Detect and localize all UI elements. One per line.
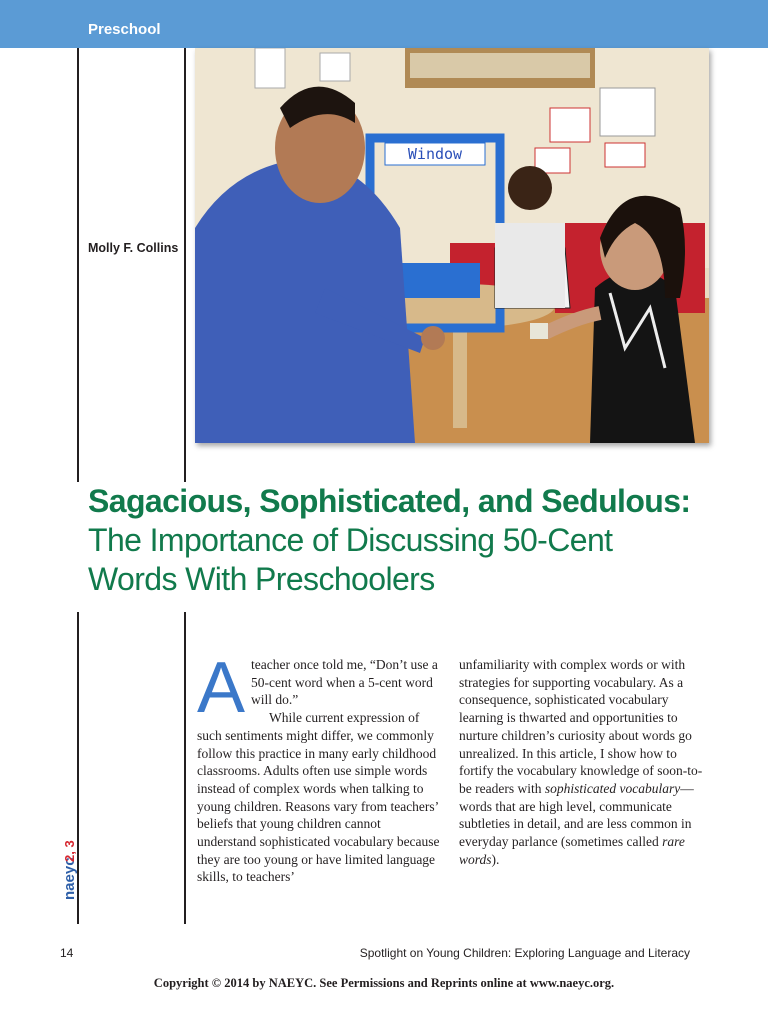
- term-rare-words: rare words: [459, 834, 685, 867]
- paragraph-2-continued-b: —words that are high level, communicate subtleties in detail, and are less common in everyday parlance (sometimes called: [459, 780, 694, 850]
- section-label: Preschool: [88, 21, 161, 38]
- paragraph-2: While current expression of such sentiments might differ, we commonly follow this practice in many early childhood classrooms. Adults often use simple words instead of complex words when talking to young children. Reasons vary from teachers’ beliefs that young children cannot understand sophisticated vocabulary because they are too young or have limited language skills, to teachers’: [197, 710, 440, 885]
- drop-cap: A: [197, 648, 246, 728]
- window-sign-text: Window: [407, 145, 463, 163]
- divider-left-top: [77, 48, 79, 482]
- paragraph-1: teacher once told me, “Don’t use a 50-cent word when a 5-cent word will do.”: [251, 657, 438, 708]
- divider-text: [184, 612, 186, 924]
- classroom-photo: [195, 48, 709, 443]
- title-line-1: Sagacious, Sophisticated, and Sedulous:: [88, 483, 691, 519]
- header-bar: [0, 0, 768, 48]
- page-number: 14: [60, 946, 74, 960]
- publication-title: Spotlight on Young Children: Exploring Language and Literacy: [359, 946, 690, 960]
- divider-photo: [184, 48, 186, 482]
- logo-ages: 2, 3: [62, 840, 77, 862]
- body-column-2: [459, 656, 704, 868]
- title-line-2: The Importance of Discussing 50-Cent: [88, 522, 613, 558]
- naeyc-logo: [56, 835, 82, 900]
- article-title: [88, 482, 748, 599]
- term-sophisticated-vocabulary: sophisticated vocabulary: [544, 780, 681, 796]
- logo-brand: naeyc: [61, 857, 78, 900]
- paragraph-2-end: ).: [491, 851, 500, 867]
- paragraph-2-continued: unfamiliarity with complex words or with strategies for supporting vocabulary. As a consequence, sophisticated vocabulary learning is thwarted and opportunities to nurture children’s curiosity about words go unrealized. In this article, I show how to fortify the vocabulary knowledge of soon-to-be readers with: [459, 657, 703, 796]
- body-column-1: [197, 648, 442, 886]
- copyright-notice: Copyright © 2014 by NAEYC. See Permissions and Reprints online at www.naeyc.org.: [153, 976, 615, 990]
- author-name: Molly F. Collins: [88, 241, 179, 255]
- title-line-3: Words With Preschoolers: [88, 561, 435, 597]
